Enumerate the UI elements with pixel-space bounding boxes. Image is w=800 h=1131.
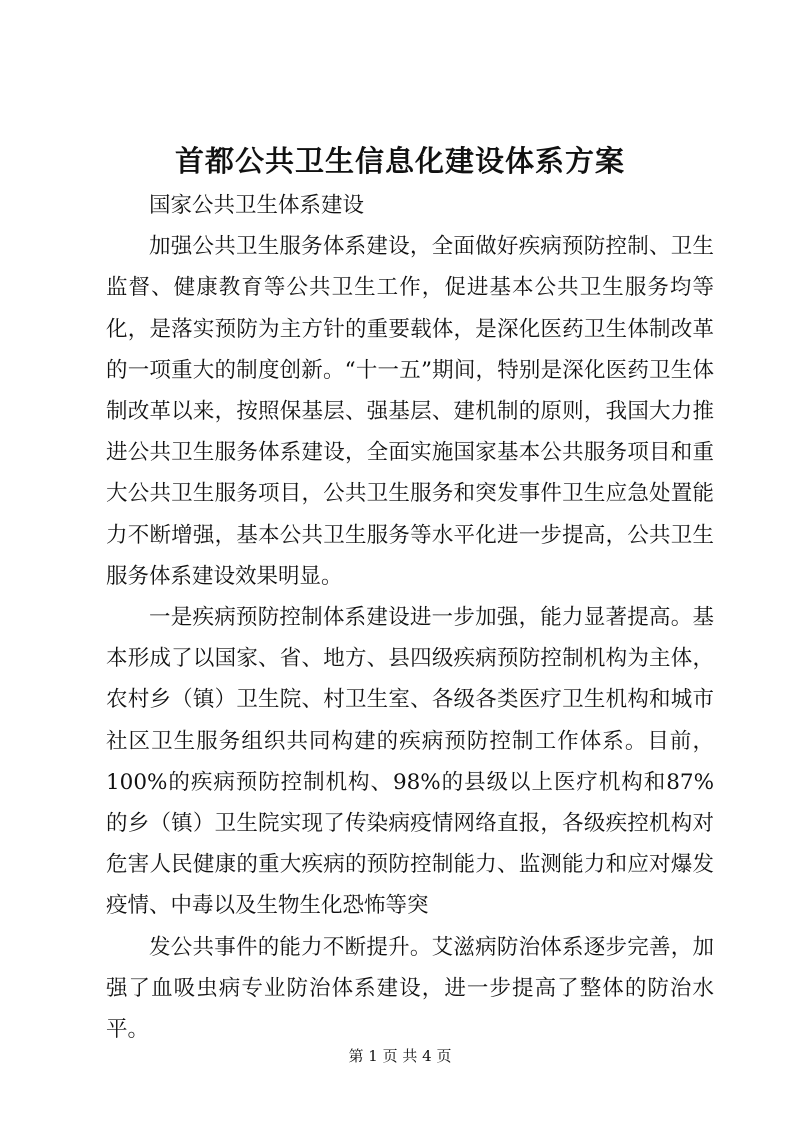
document-title: 首都公共卫生信息化建设体系方案: [174, 144, 625, 178]
document-body: [106, 185, 714, 1050]
body-paragraph: 发公共事件的能力不断提升。艾滋病防治体系逐步完善，加强了血吸虫病专业防治体系建设，进一步提高了整体的防治水平。: [106, 934, 714, 1043]
body-paragraph: 加强公共卫生服务体系建设，全面做好疾病预防控制、卫生监督、健康教育等公共卫生工作，促进基本公共卫生服务均等化，是落实预防为主方针的重要载体，是深化医药卫生体制改革的一项重大的制度创新。“十一五”期间，特别是深化医药卫生体制改革以来，按照保基层、强基层、建机制的原则，我国大力推进公共卫生服务体系建设，全面实施国家基本公共服务项目和重大公共卫生服务项目，公共卫生服务和突发事件卫生应急处置能力不断增强，基本公共卫生服务等水平化进一步提高，公共卫生服务体系建设效果明显。: [106, 234, 714, 589]
section-heading: 国家公共卫生体系建设: [149, 193, 365, 218]
page-number-footer: 第 1 页 共 4 页: [348, 1047, 452, 1065]
body-paragraph: 一是疾病预防控制体系建设进一步加强，能力显著提高。基本形成了以国家、省、地方、县四级疾病预防控制机构为主体，农村乡（镇）卫生院、村卫生室、各级各类医疗卫生机构和城市社区卫生服务组织共同构建的疾病预防控制工作体系。目前，100%的疾病预防控制机构、98%的县级以上医疗机构和87%的乡（镇）卫生院实现了传染病疫情网络直报，各级疾控机构对危害人民健康的重大疾病的预防控制能力、监测能力和应对爆发疫情、中毒以及生物生化恐怖等突: [106, 605, 714, 919]
